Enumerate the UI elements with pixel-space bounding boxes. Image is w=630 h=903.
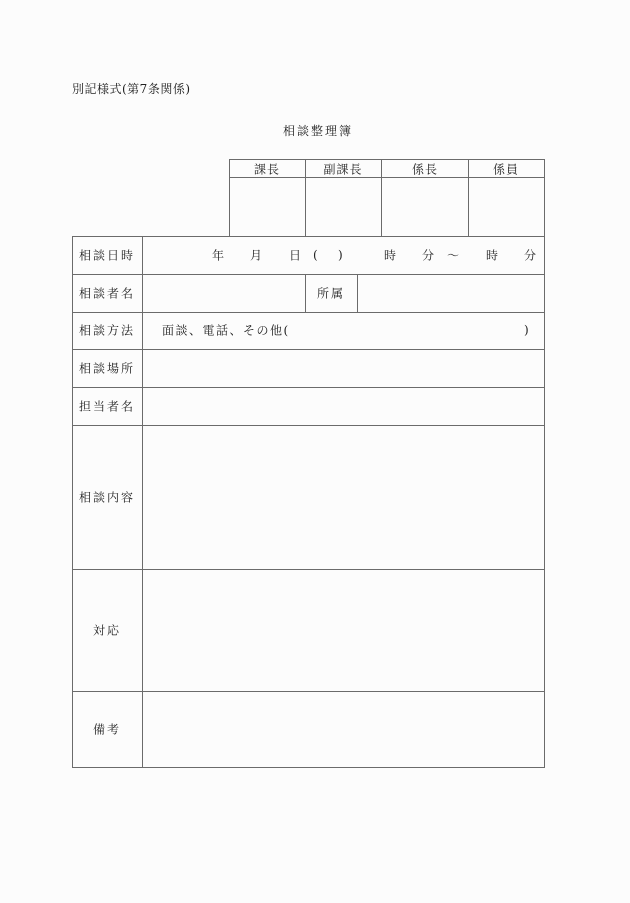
label-affiliation: 所属 [316, 286, 346, 301]
consultation-datetime-field[interactable] [143, 237, 544, 274]
label-consultation-place: 相談場所 [78, 361, 136, 376]
datetime-month-label: 月 [250, 248, 263, 263]
datetime-day-label: 日 [289, 248, 302, 263]
approval-header-deputy-chief: 副課長 [323, 162, 363, 177]
datetime-year-label: 年 [212, 248, 225, 263]
datetime-weekday-close-paren: ) [338, 248, 343, 262]
approval-box-right-border [544, 159, 545, 236]
approval-stamp-subsection-chief[interactable] [382, 178, 468, 236]
consultation-content-field[interactable] [143, 426, 544, 569]
affiliation-divider-left [305, 274, 306, 312]
label-consultation-datetime: 相談日時 [78, 248, 136, 263]
datetime-range-tilde: 〜 [447, 248, 460, 263]
approval-header-subsection-chief: 係長 [411, 162, 439, 177]
consultant-name-field[interactable] [143, 275, 305, 312]
label-remarks: 備考 [92, 722, 122, 737]
approval-stamp-section-chief[interactable] [230, 178, 305, 236]
approval-stamp-staff[interactable] [469, 178, 544, 236]
remarks-field[interactable] [143, 692, 544, 767]
approval-header-section-chief: 課長 [253, 162, 281, 177]
consultation-method-close-paren: ) [524, 323, 529, 337]
datetime-start-minute-label: 分 [422, 248, 435, 263]
datetime-start-hour-label: 時 [384, 248, 397, 263]
table-left-border [72, 236, 73, 768]
response-field[interactable] [143, 570, 544, 691]
label-consultant-name: 相談者名 [78, 286, 136, 301]
label-person-in-charge: 担当者名 [78, 399, 136, 414]
datetime-end-hour-label: 時 [486, 248, 499, 263]
consultation-method-options: 面談、電話、その他( [162, 323, 290, 338]
label-response: 対応 [92, 623, 122, 638]
consultation-place-field[interactable] [143, 350, 544, 387]
datetime-weekday-open-paren: ( [313, 248, 318, 262]
label-consultation-method: 相談方法 [78, 323, 136, 338]
approval-stamp-deputy-chief[interactable] [306, 178, 381, 236]
label-consultation-content: 相談内容 [78, 490, 136, 505]
form-caption: 別記様式(第7条関係) [72, 82, 191, 96]
document-title: 相談整理簿 [283, 124, 354, 138]
person-in-charge-field[interactable] [143, 388, 544, 425]
approval-header-staff: 係員 [492, 162, 520, 177]
datetime-end-minute-label: 分 [524, 248, 537, 263]
affiliation-field[interactable] [358, 275, 544, 312]
table-right-border [544, 236, 545, 768]
